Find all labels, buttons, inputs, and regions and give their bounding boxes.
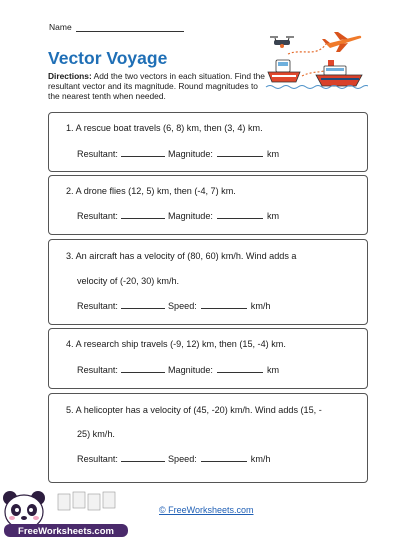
vehicles-illustration: [264, 30, 368, 92]
problem-text: 5. A helicopter has a velocity of (45, -20) km/h. Wind adds (15, -: [66, 405, 322, 415]
drone-icon: [270, 37, 294, 48]
speed-label: Speed:: [167, 454, 197, 464]
speed-label: Speed:: [167, 301, 197, 311]
answer-row: [77, 210, 279, 221]
problem-box-2: [48, 175, 368, 235]
logo-text: FreeWorksheets.com: [18, 526, 114, 537]
directions-label: Directions:: [48, 71, 92, 81]
resultant-blank[interactable]: [121, 300, 165, 309]
speed-blank[interactable]: [201, 453, 247, 462]
worksheet-title: Vector Voyage: [48, 48, 168, 68]
resultant-blank[interactable]: [121, 453, 165, 462]
problem-box-4: [48, 328, 368, 389]
directions-text: Add the two vectors in each situation. Find the resultant vector and its magnitude. Round magnitudes to the nearest tenth when needed.: [48, 71, 265, 102]
resultant-label: Resultant:: [77, 301, 118, 311]
flight-path-1: [288, 44, 326, 54]
speed-blank[interactable]: [201, 300, 247, 309]
answer-row: [77, 300, 271, 311]
resultant-label: Resultant:: [77, 365, 118, 375]
water-waves: [266, 86, 368, 89]
resultant-blank[interactable]: [121, 364, 165, 373]
resultant-blank[interactable]: [121, 210, 165, 219]
name-line: [76, 22, 184, 32]
resultant-blank[interactable]: [121, 148, 165, 157]
magnitude-blank[interactable]: [217, 210, 263, 219]
worksheet-thumbnails: [58, 492, 115, 510]
freeworksheets-logo: [0, 488, 150, 539]
directions: [48, 71, 270, 102]
answer-row: [77, 453, 271, 464]
problem-text-cont: velocity of (-20, 30) km/h.: [77, 276, 180, 286]
problem-box-3: [48, 239, 368, 325]
rescue-boat-icon: [268, 60, 300, 82]
name-label: Name: [49, 22, 72, 32]
unit-label: km: [266, 211, 280, 221]
problem-box-5: [48, 393, 368, 483]
ship-icon: [316, 60, 362, 86]
unit-label: km/h: [250, 301, 271, 311]
panda-icon: [3, 491, 45, 529]
magnitude-label: Magnitude:: [167, 211, 213, 221]
resultant-label: Resultant:: [77, 211, 118, 221]
name-field: [49, 22, 184, 32]
unit-label: km/h: [250, 454, 271, 464]
problem-text: 1. A rescue boat travels (6, 8) km, then (3, 4) km.: [66, 123, 263, 133]
magnitude-blank[interactable]: [217, 148, 263, 157]
answer-row: [77, 364, 279, 375]
unit-label: km: [266, 149, 280, 159]
problem-text: 3. An aircraft has a velocity of (80, 60) km/h. Wind adds a: [66, 251, 297, 261]
problem-text: 2. A drone flies (12, 5) km, then (-4, 7) km.: [66, 186, 236, 196]
problem-box-1: [48, 112, 368, 172]
resultant-label: Resultant:: [77, 454, 118, 464]
magnitude-label: Magnitude:: [167, 365, 213, 375]
problem-text: 4. A research ship travels (-9, 12) km, then (15, -4) km.: [66, 339, 286, 349]
resultant-label: Resultant:: [77, 149, 118, 159]
unit-label: km: [266, 365, 280, 375]
magnitude-label: Magnitude:: [167, 149, 213, 159]
answer-row: [77, 148, 279, 159]
footer-link[interactable]: © FreeWorksheets.com: [159, 505, 254, 515]
problem-text-cont: 25) km/h.: [77, 429, 115, 439]
magnitude-blank[interactable]: [217, 364, 263, 373]
airplane-icon: [322, 32, 361, 52]
